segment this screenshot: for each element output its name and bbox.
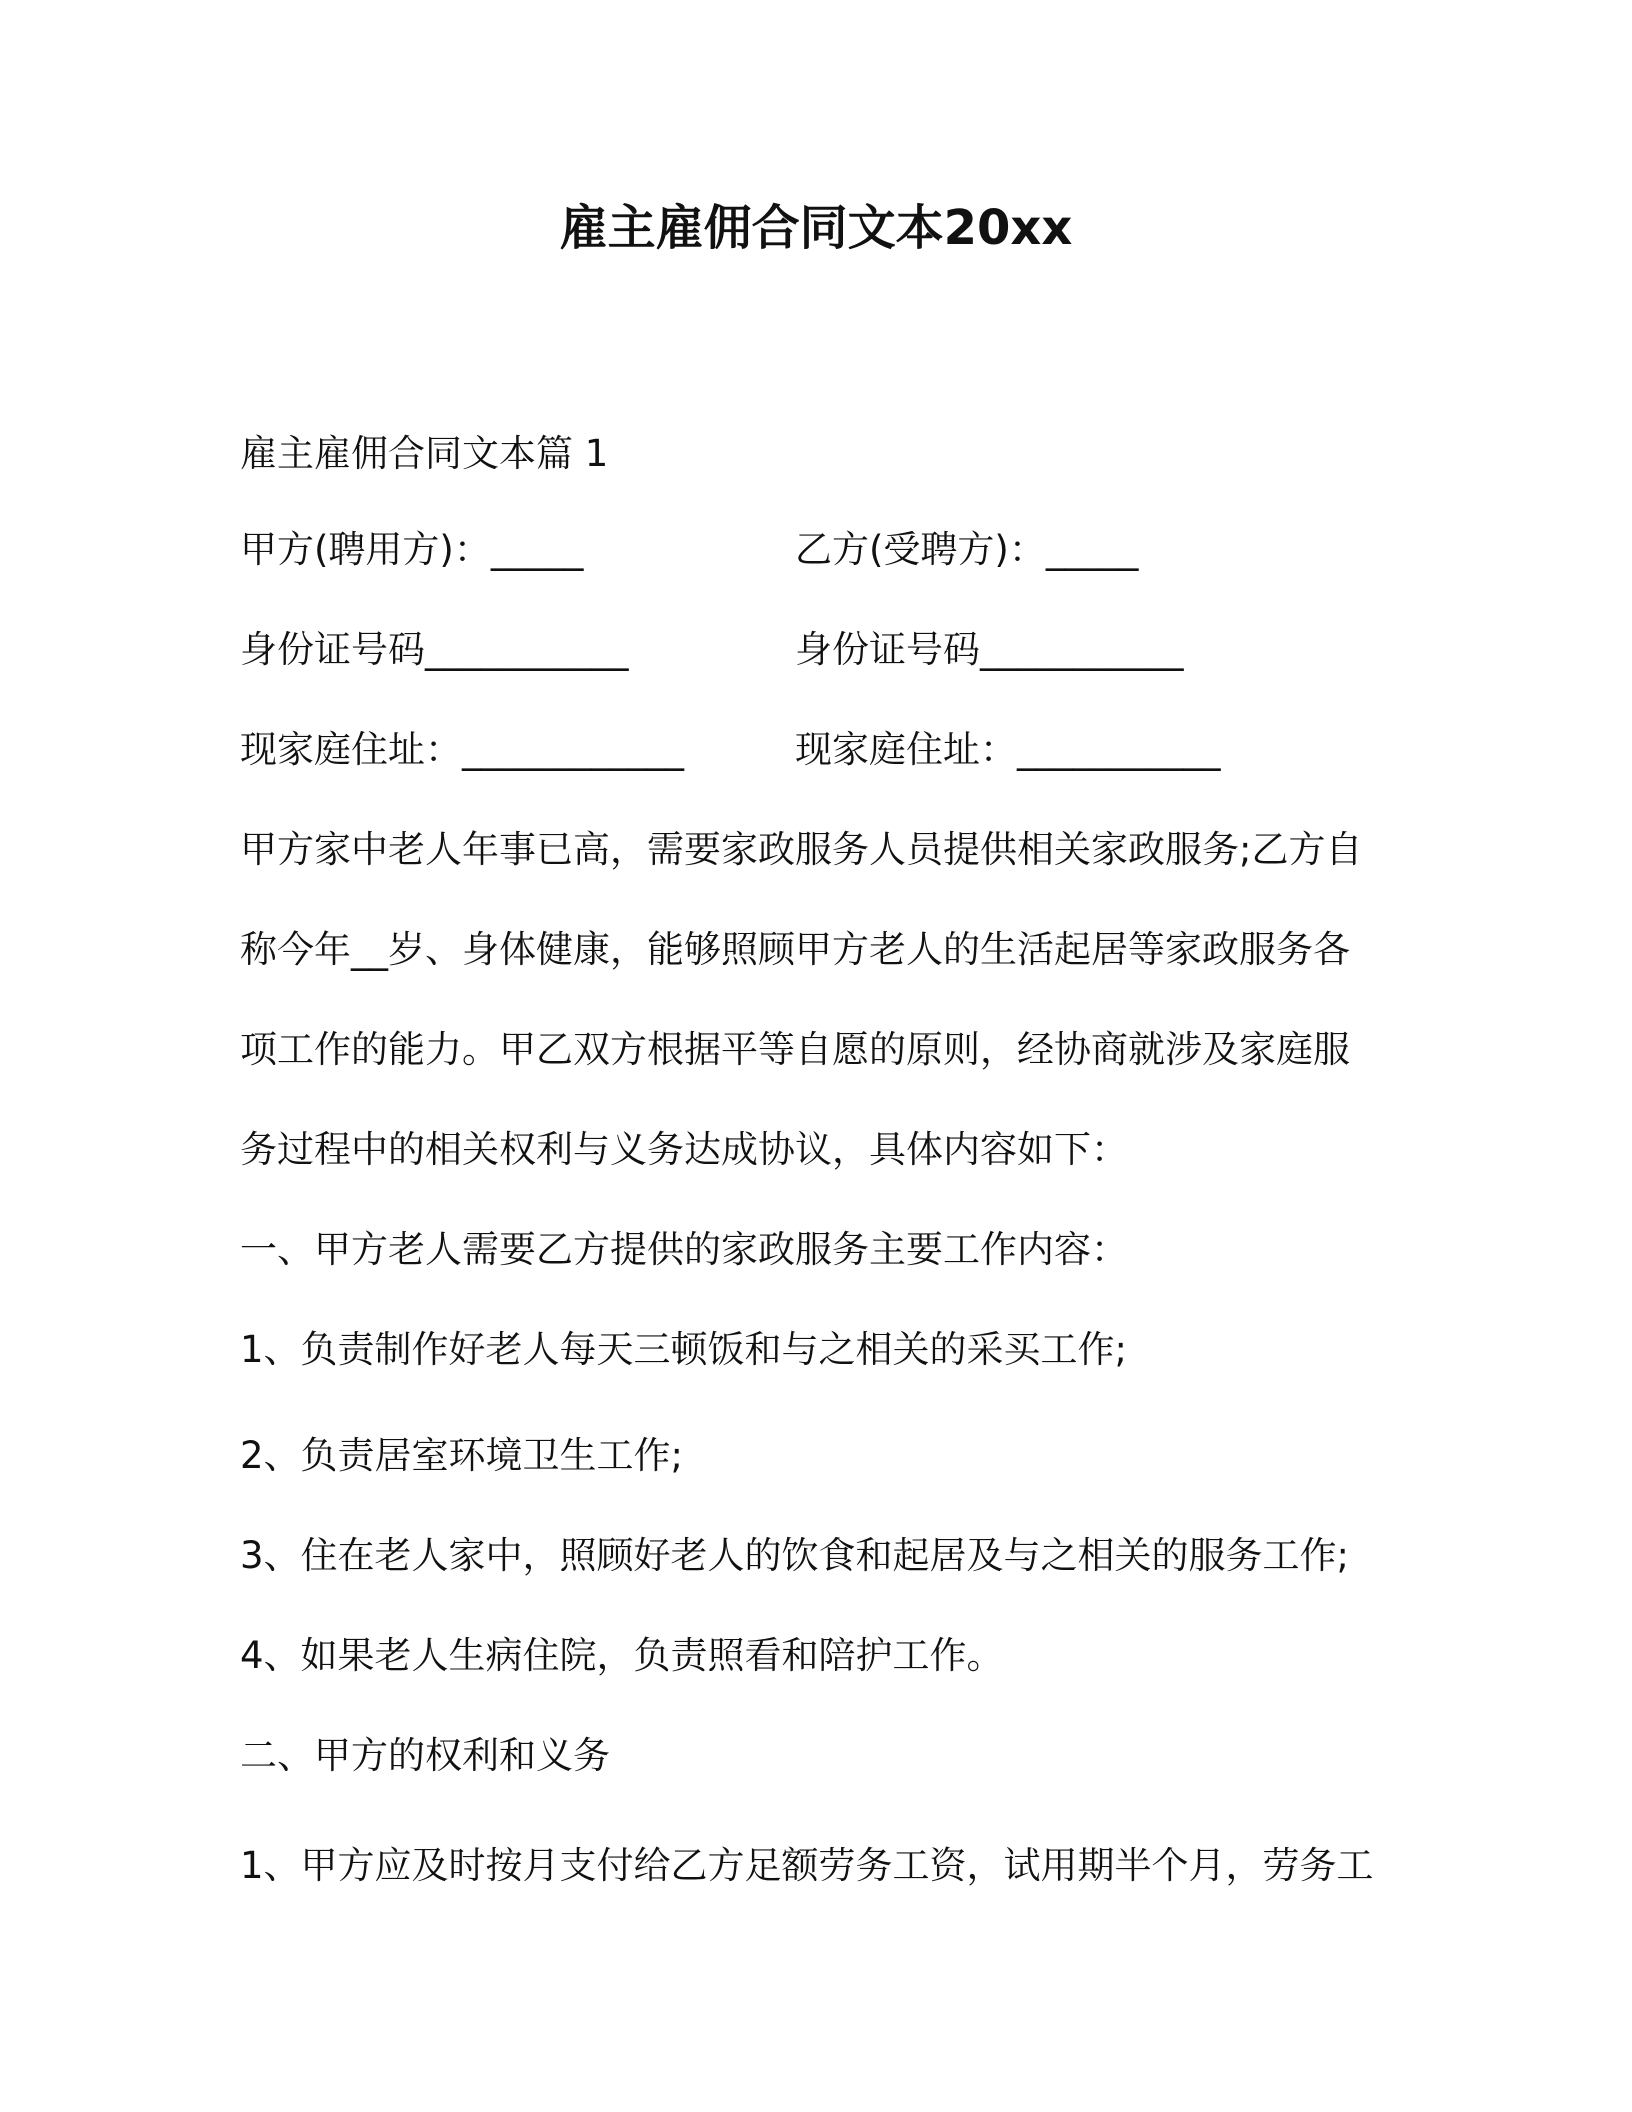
section-2-item: 1、甲方应及时按月支付给乙方足额劳务工资，试用期半个月，劳务工 — [240, 1844, 1374, 1887]
party-b-id: 身份证号码___________ — [795, 628, 1184, 671]
section-1-item: 3、住在老人家中，照顾好老人的饮食和起居及与之相关的服务工作; — [240, 1534, 1350, 1577]
intro-line: 项工作的能力。甲乙双方根据平等自愿的原则，经协商就涉及家庭服 — [240, 1028, 1350, 1071]
section-1-item: 1、负责制作好老人每天三顿饭和与之相关的采买工作; — [240, 1328, 1128, 1371]
section-2-heading: 二、甲方的权利和义务 — [240, 1734, 610, 1777]
party-a-label: 甲方(聘用方)：_____ — [240, 528, 584, 571]
section-1-item: 2、负责居室环境卫生工作; — [240, 1434, 684, 1477]
document-subtitle: 雇主雇佣合同文本篇 1 — [240, 432, 609, 475]
section-1-item: 4、如果老人生病住院，负责照看和陪护工作。 — [240, 1634, 1004, 1677]
intro-line: 务过程中的相关权利与义务达成协议，具体内容如下： — [240, 1128, 1128, 1171]
section-1-heading: 一、甲方老人需要乙方提供的家政服务主要工作内容： — [240, 1228, 1128, 1271]
party-b-address: 现家庭住址：___________ — [795, 728, 1221, 771]
party-a-id: 身份证号码___________ — [240, 628, 629, 671]
intro-line: 称今年__岁、身体健康，能够照顾甲方老人的生活起居等家政服务各 — [240, 928, 1350, 971]
intro-line: 甲方家中老人年事已高，需要家政服务人员提供相关家政服务;乙方自 — [240, 828, 1363, 871]
document-title: 雇主雇佣合同文本20xx — [559, 200, 1073, 256]
party-b-label: 乙方(受聘方)：_____ — [795, 528, 1139, 571]
party-a-address: 现家庭住址：____________ — [240, 728, 684, 771]
